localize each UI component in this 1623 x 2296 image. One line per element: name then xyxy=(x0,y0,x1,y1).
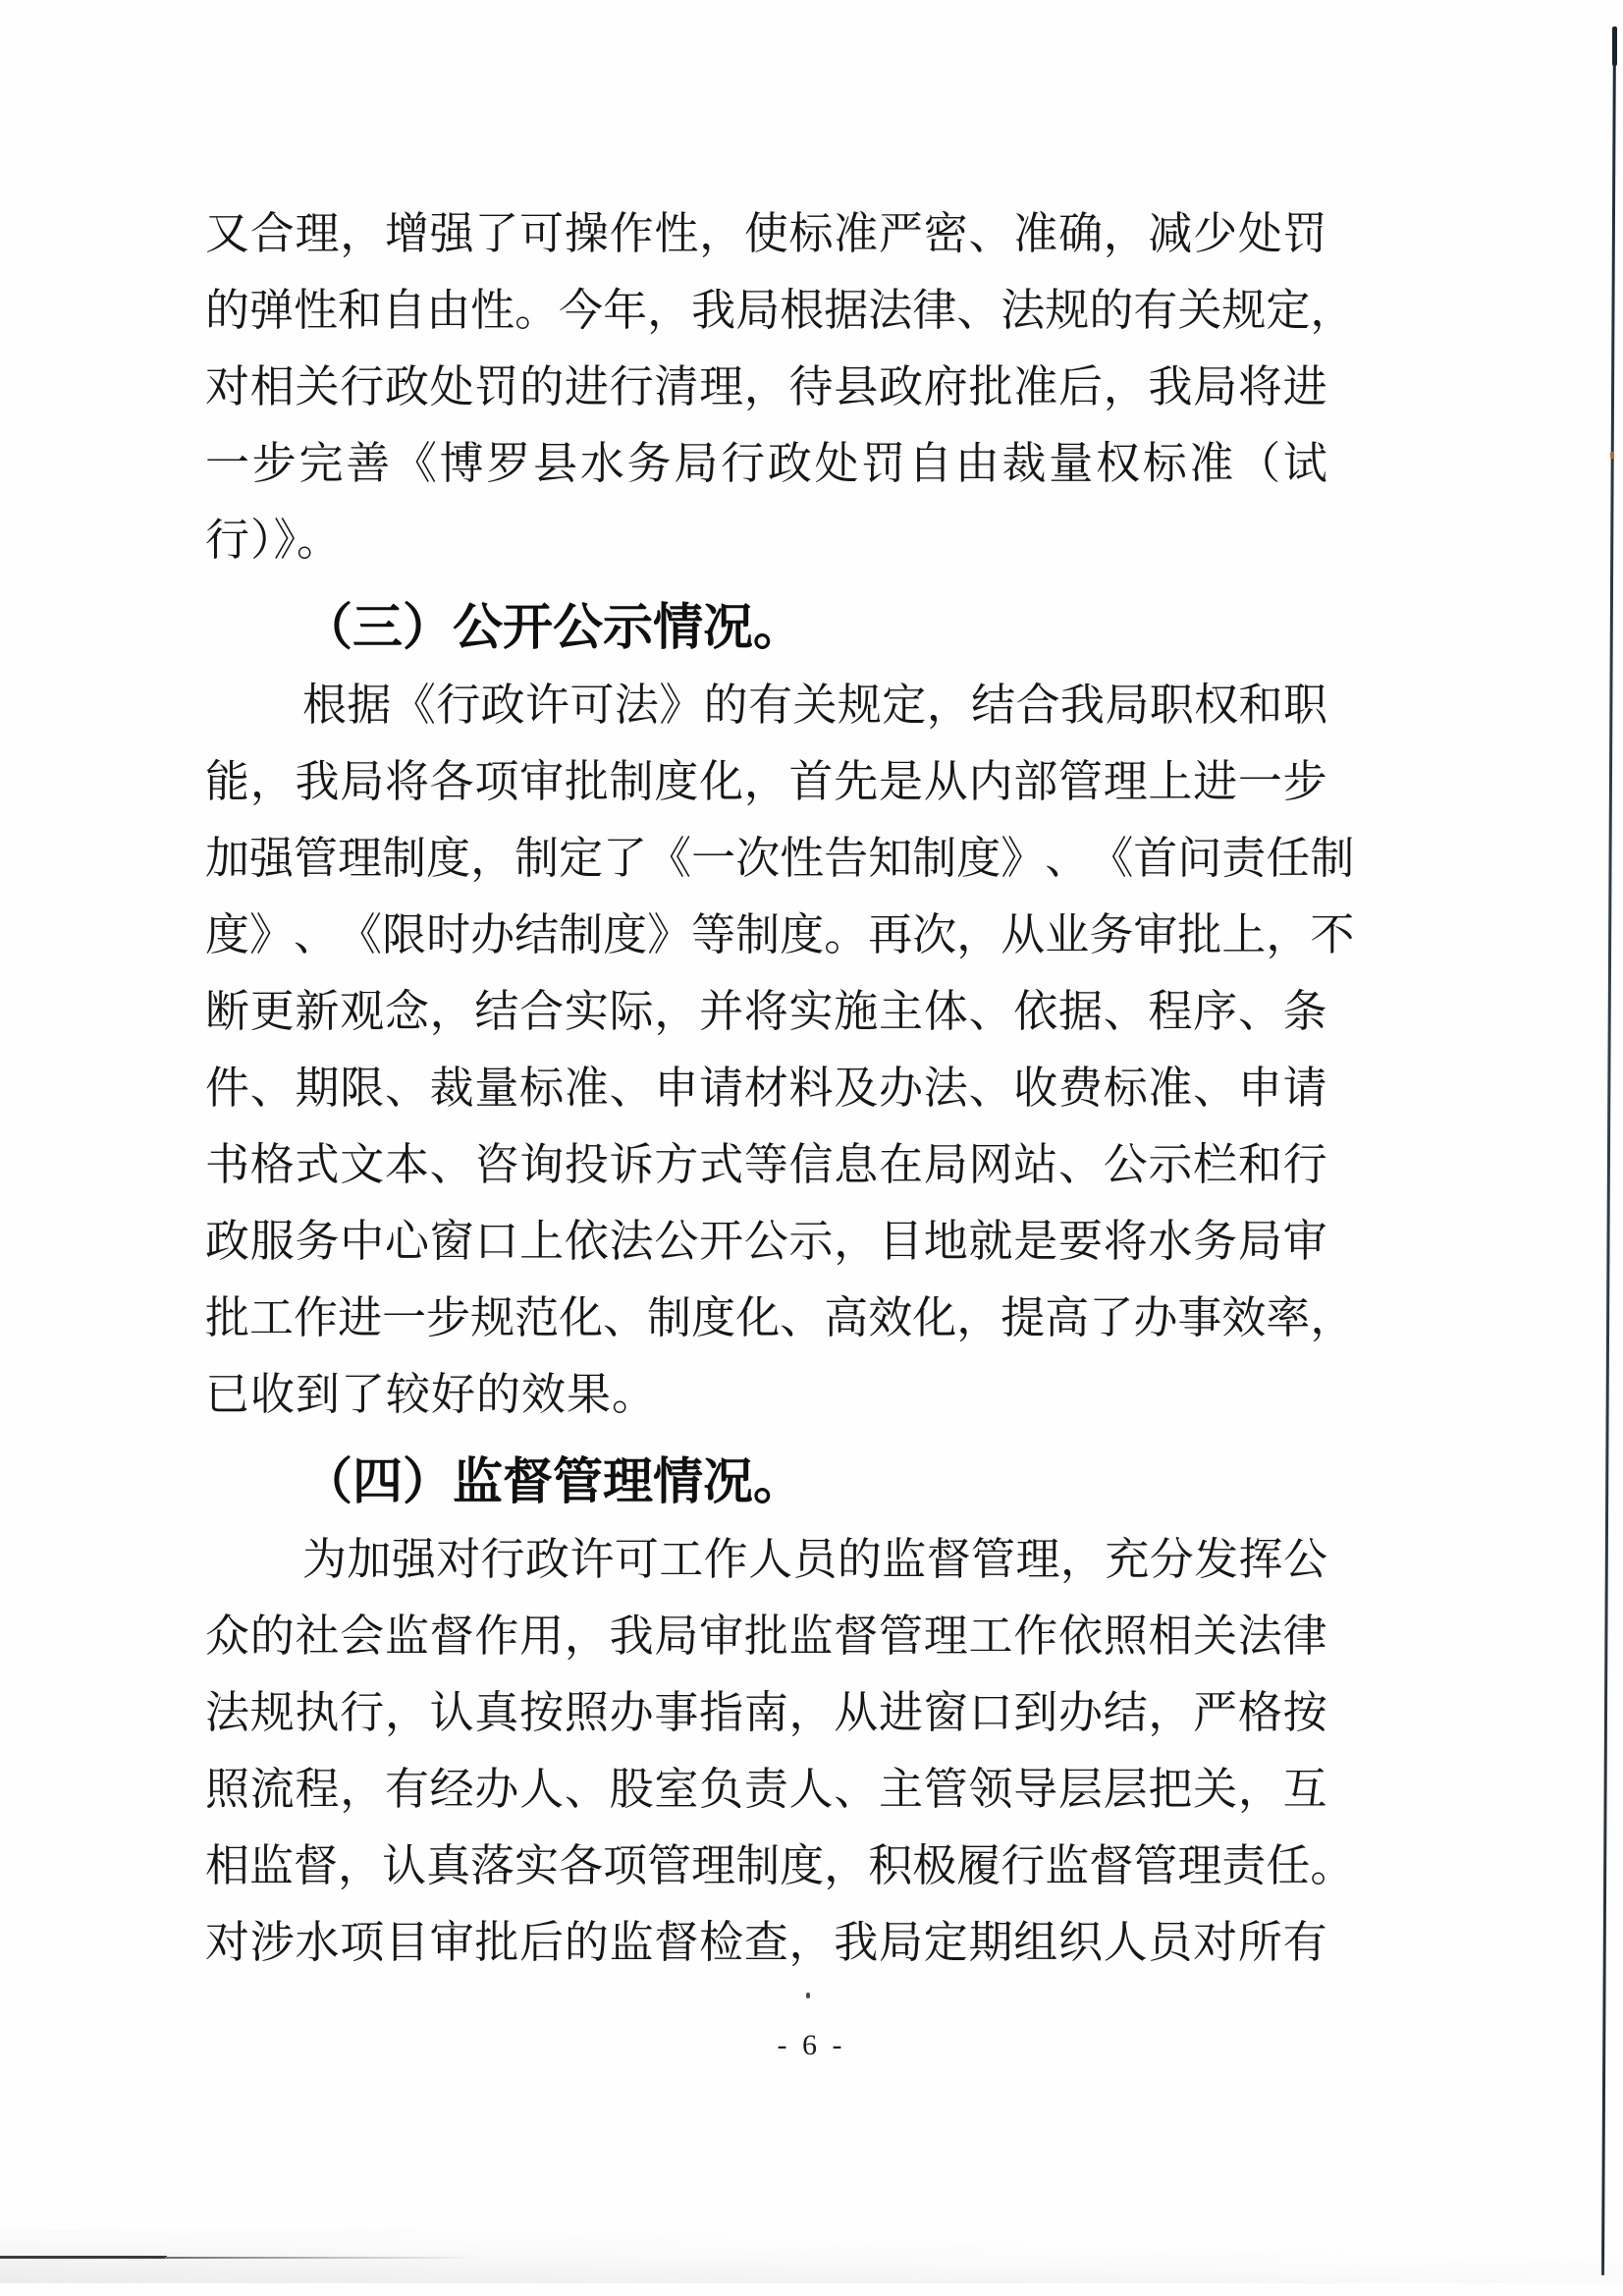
text-line: 的 弹 性 和 自 由 性 。 今 年 ， 我 局 根 据 法 律 、 法 规 的 有 关 规 定 ， xyxy=(205,284,1355,336)
text-line: 为 加 强 对 行 政 许 可 工 作 人 员 的 监 督 管 理 ， 充 分 发 挥 公 xyxy=(302,1533,1327,1585)
text-line: 件 、 期 限 、 裁 量 标 准 、 申 请 材 料 及 办 法 、 收 费 标 准 、 申 请 xyxy=(205,1062,1327,1114)
text-line: 对 相 关 行 政 处 罚 的 进 行 清 理 ， 待 县 政 府 批 准 后 ， 我 局 将 进 xyxy=(205,360,1327,412)
text-line: 一 步 完 善 《 博 罗 县 水 务 局 行 政 处 罚 自 由 裁 量 权 标 准 （ 试 xyxy=(205,437,1327,489)
text-line: 照 流 程 ， 有 经 办 人 、 股 室 负 责 人 、 主 管 领 导 层 层 把 关 ， 互 xyxy=(205,1763,1327,1815)
text-line: 对 涉 水 项 目 审 批 后 的 监 督 检 查 ， 我 局 定 期 组 织 人 员 对 所 有 xyxy=(205,1916,1327,1968)
text-line: 度 》 、 《 限 时 办 结 制 度 》 等 制 度 。 再 次 ， 从 业 务 审 批 上 ， 不 xyxy=(205,908,1355,960)
text-line: 断 更 新 观 念 ， 结 合 实 际 ， 并 将 实 施 主 体 、 依 据 、 程 序 、 条 xyxy=(205,985,1327,1037)
section-heading: （四）监督管理情况。 xyxy=(302,1453,804,1511)
text-line: 政 服 务 中 心 窗 口 上 依 法 公 开 公 示 ， 目 地 就 是 要 将 水 务 局 审 xyxy=(205,1215,1327,1267)
page-number: - 6 - xyxy=(777,2029,846,2061)
scan-right-edge-line xyxy=(1601,27,1616,2275)
scan-bottom-edge-fade xyxy=(165,2257,479,2259)
text-line: 法 规 执 行 ， 认 真 按 照 办 事 指 南 ， 从 进 窗 口 到 办 结 ， 严 格 按 xyxy=(205,1686,1327,1738)
section-heading: （三）公开公示情况。 xyxy=(302,599,804,657)
text-line: 已收到了较好的效果。 xyxy=(205,1368,658,1420)
scan-right-edge-line-top xyxy=(1612,27,1617,66)
text-line: 众 的 社 会 监 督 作 用 ， 我 局 审 批 监 督 管 理 工 作 依 照 相 关 法 律 xyxy=(205,1610,1327,1662)
scan-bottom-left-edge-line xyxy=(0,2256,167,2259)
text-line: 书 格 式 文 本 、 咨 询 投 诉 方 式 等 信 息 在 局 网 站 、 公 示 栏 和 行 xyxy=(205,1138,1327,1190)
text-line: 能 ， 我 局 将 各 项 审 批 制 度 化 ， 首 先 是 从 内 部 管 理 上 进 一 步 xyxy=(205,755,1327,807)
ink-speck xyxy=(806,1993,810,1998)
text-line: 加 强 管 理 制 度 ， 制 定 了 《 一 次 性 告 知 制 度 》 、 《 首 问 责 任 制 xyxy=(205,832,1355,884)
scan-orange-speck xyxy=(1610,452,1614,459)
text-line: 批 工 作 进 一 步 规 范 化 、 制 度 化 、 高 效 化 ， 提 高 了 办 事 效 率 ， xyxy=(205,1291,1355,1343)
document-body xyxy=(205,195,1355,1981)
text-line: 根 据 《 行 政 许 可 法 》 的 有 关 规 定 ， 结 合 我 局 职 权 和 职 xyxy=(302,679,1327,731)
text-line: 行）》。 xyxy=(205,514,343,566)
text-line: 相 监 督 ， 认 真 落 实 各 项 管 理 制 度 ， 积 极 履 行 监 督 管 理 责 任 。 xyxy=(205,1839,1355,1891)
text-line: 又 合 理 ， 增 强 了 可 操 作 性 ， 使 标 准 严 密 、 准 确 ， 减 少 处 罚 xyxy=(205,207,1327,259)
